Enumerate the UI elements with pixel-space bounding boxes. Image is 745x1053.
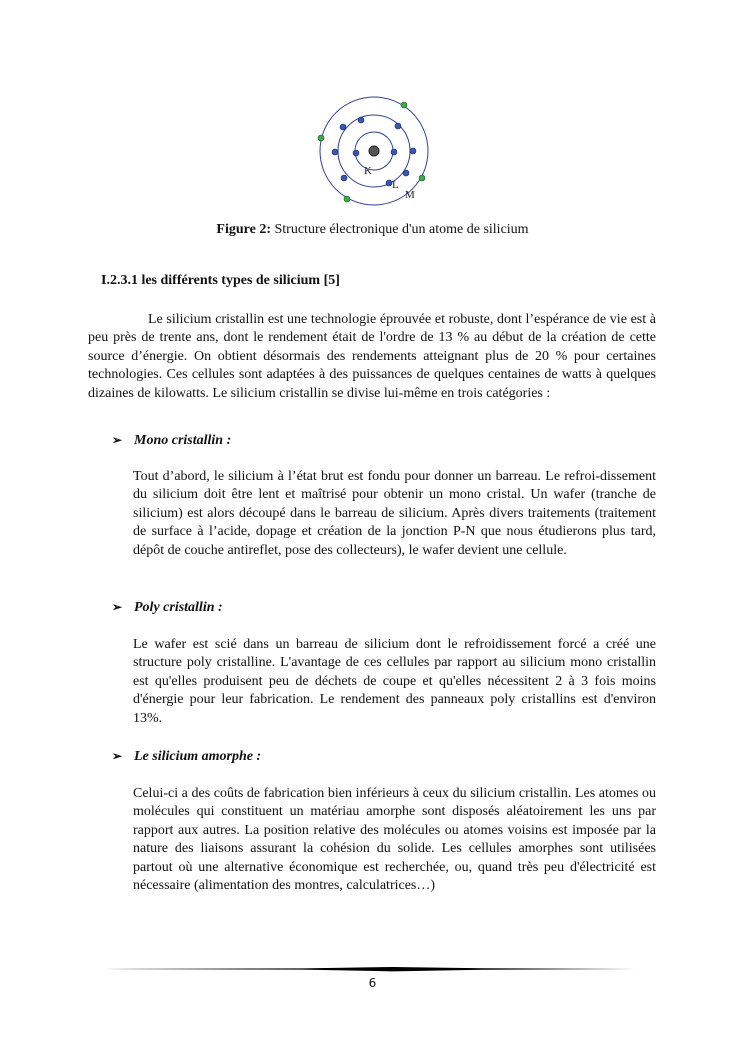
arrow-bullet-icon: ➢ [112, 749, 123, 763]
electron-l [395, 123, 401, 129]
bullet-title: Poly cristallin : [134, 600, 223, 615]
amorphe-paragraph: Celui-ci a des coûts de fabrication bien inférieurs à ceux du silicium cristallin. Les atomes ou molécules qui constituent un matériau amorphe sont disposés aléatoirement les uns par rapport aux autres. La position relative des molécules ou atomes voisins est imposée par la nature des liaisons assurant la cohésion du solide. Les cellules amorphes sont utilisées partout où une alternative économique est recherchée, ou, quand très peu d'électricité est nécessaire (alimentation des montres, calculatrices…) [133, 786, 656, 894]
electron-k [391, 149, 397, 155]
electron-k [353, 150, 359, 156]
page-number: 6 [368, 976, 377, 990]
footer-rule [103, 966, 642, 972]
electron-m [419, 175, 425, 181]
arrow-bullet-icon: ➢ [112, 433, 123, 447]
intro-text: Le silicium cristallin est une technologie éprouvée et robuste, dont l’espérance de vie est à peu près de trente ans, dont le rendement était de l'ordre de 13 % au début de la création de cette source d’énergie. On obtient désormais des rendements atteignant plus de 20 % pour certaines technologies. Ces cellules sont adaptées à des puissances de quelques centaines de watts à quelques dizaines de kilowatts. Le silicium cristallin se divise lui-même en trois catégories : [88, 312, 656, 401]
mono-paragraph: Tout d’abord, le silicium à l’état brut est fondu pour donner un barreau. Le refroi-dissement du silicium doit être lent et maîtrisé pour obtenir un mono cristal. Un wafer (tranche de silicium) est alors découpé dans le barreau de silicium. Après divers traitements (traitement de surface à l’acide, dopage et création de la jonction P-N que nous étudierons plus tard, dépôt de couche antireflet, pose des collecteurs), le wafer devient une cellule. [133, 469, 656, 558]
shell-label-k: K [364, 165, 372, 177]
nucleus [369, 146, 379, 156]
silicon-atom-diagram [305, 88, 440, 208]
shell-label-l: L [392, 179, 399, 191]
section-heading: I.2.3.1 les différents types de silicium [5] [101, 273, 340, 288]
shell-label-m: M [405, 189, 415, 201]
figure-caption-label: Figure 2: [216, 222, 271, 237]
electron-m [318, 135, 324, 141]
electron-l [341, 175, 347, 181]
electron-l [340, 124, 346, 130]
bullet-mono [112, 433, 231, 449]
electron-l [332, 149, 338, 155]
electron-m [344, 196, 350, 202]
electron-l [410, 148, 416, 154]
poly-paragraph: Le wafer est scié dans un barreau de silicium dont le refroidissement forcé a créé une structure poly cristalline. L'avantage de ces cellules par rapport au silicium mono cristallin est qu'elles produisent peu de déchets de coupe et qu'elles nécessitent 2 à 3 fois moins d'énergie pour leur fabrication. Le rendement des panneaux poly cristallins est d'environ 13%. [133, 637, 656, 726]
figure-caption-text: Structure électronique d'un atome de silicium [271, 222, 529, 237]
bullet-poly [112, 600, 223, 616]
bullet-title: Le silicium amorphe : [134, 749, 262, 764]
bullet-amorphe [112, 749, 261, 765]
electron-m [401, 102, 407, 108]
electron-l [403, 170, 409, 176]
arrow-bullet-icon: ➢ [112, 600, 123, 614]
atom-shells-svg [305, 88, 440, 208]
electron-l [358, 117, 364, 123]
bullet-title: Mono cristallin : [134, 433, 232, 448]
figure-caption [0, 222, 745, 238]
intro-paragraph [88, 311, 656, 403]
